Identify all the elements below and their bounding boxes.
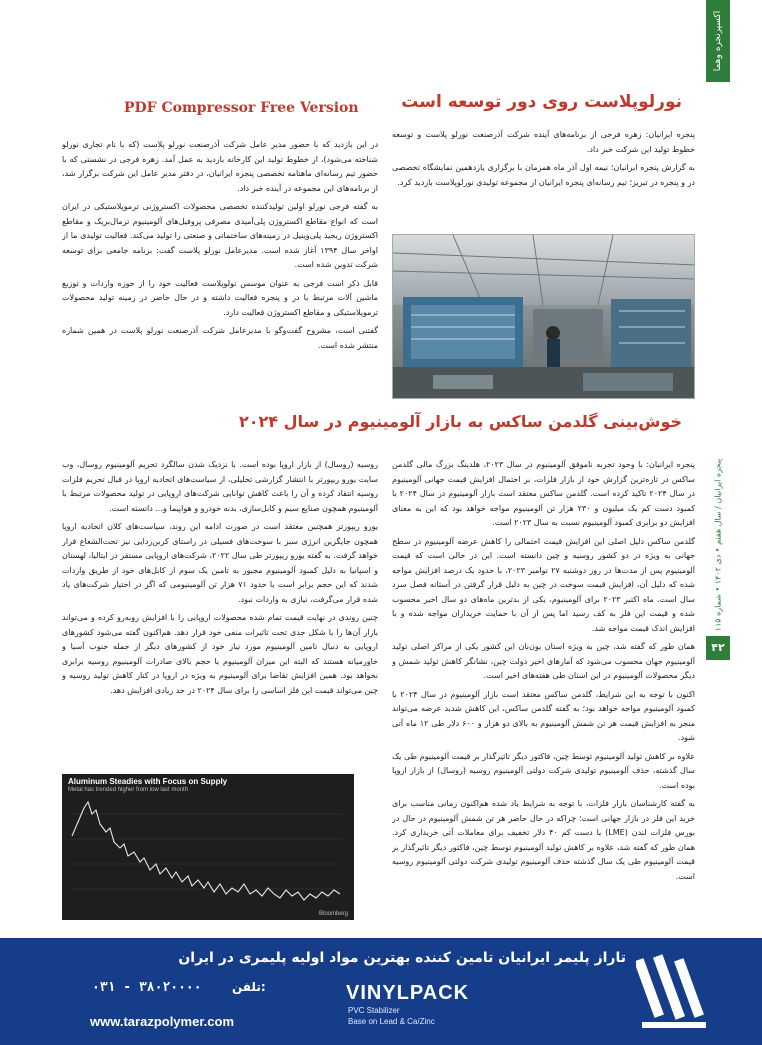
article2-right-paragraph: اکنون با توجه به این شرایط، گلدمن ساکس معتقد است بازار آلومینیوم در سال ۲۰۲۴ با کمبود آلومینیوم مواجه خواهد بود؛ به گفته گلدمن ساکس، این کاهش شدید عرضه می‌تواند منجر به افزایش قیمت هر تن شمش آلومینیوم به بالای دو هزار و ۶۰۰ دلار طی ۱۲ ماه آتی شود.	[392, 689, 695, 742]
issue-info-label: پنجره ایرانیان / سال هفتم • دی ۱۴۰۲ • شماره ۱۱۵	[713, 458, 723, 632]
article1-left-paragraph: در این بازدید که با حضور مدیر عامل شرکت آذرصنعت نورلو پلاست (که با نام تجاری نورلو شناخته می‌شود)، از خطوط تولید این کارخانه بازدید به عمل آمد. زهره فرجی در نشستی که با حضور تیم رسانه‌ای ماهنامه تخصصی پنجره ایرانیان، در دفتر مدیر عامل این شرکت برگزار شد، از برنامه‌های این مجموعه در آینده خبر داد.	[62, 140, 378, 193]
ad-phone-label: تلفن:	[232, 980, 266, 994]
article2-right-column	[392, 458, 695, 920]
issue-info	[708, 430, 728, 660]
aluminum-price-chart	[62, 774, 354, 920]
article1-headline: نورلوپلاست روی دور توسعه است	[401, 92, 682, 112]
article2-left-paragraph: چنین روندی در نهایت قیمت تمام شده محصولات اروپایی را با افزایش روبه‌رو کرده و می‌تواند بازار آن‌ها را با شکل جدی تحت تاثیرات منفی خود قرار دهد. هم‌اکنون گفته می‌شود کشورهای اروپایی به دنبال تامین آلومینیوم مورد نیاز خود از کشورهای دیگر از جمله جنوب آسیا و خاورمیانه هستند که البته این میزان آلومینیوم با حجم بالای صادرات آلومینیوم روسیه برابری نخواهد بود. همین افزایش تقاضا برای آلومینیوم به ویژه در اروپا در کنار کاهش تولید روسیه و چین می‌تواند قیمت این فلز اساسی را برای سال ۲۰۲۴ در حد زیادی افزایش دهد.	[62, 613, 378, 695]
article2-headline: خوش‌بینی گلدمن ساکس به بازار آلومینیوم در سال ۲۰۲۴	[238, 412, 682, 431]
article2-right-paragraph: علاوه بر کاهش تولید آلومینیوم توسط چین، فاکتور دیگر تاثیرگذار بر قیمت آلومینیوم طی یک سال گذشته، حذف آلومینیوم تولیدی شرکت دولتی آلومینیوم روسیه (روسال) از بازار اروپا بوده است.	[392, 751, 695, 790]
article1-right-column	[392, 128, 695, 230]
article1-left-paragraph: گفتنی است، مشروح گفت‌وگو با مدیرعامل شرکت آذرصنعت نورلو پلاست در همین شماره منتشر شده است.	[62, 326, 378, 350]
ad-tagline: تامین کننده بهترین مواد اولیه پلیمری در ایران	[178, 950, 494, 966]
article1-right-paragraph: به گزارش پنجره ایرانیان؛ نیمه اول آذر ماه همزمان با برگزاری یازدهمین نمایشگاه تخصصی در و پنجره در تبریز؛ تیم رسانه‌ای پنجره ایرانیان از مجموعه تولیدی نورلوپلاست بازدید کرد.	[392, 163, 695, 187]
chart-title: Aluminum Steadies with Focus on Supply	[68, 777, 228, 786]
ad-product-line1: PVC Stabilizer	[348, 1006, 400, 1015]
article2-right-paragraph: پنجره ایرانیان: با وجود تجربه ناموفق آلومینیوم در سال ۲۰۲۳، هلدینگ بزرگ مالی گلدمن ساکس در تازه‌ترین گزارش خود از بازار فلزات، بر احتمال افزایش قیمت جهانی آلومینیوم در سال ۲۰۲۴ تاکید کرده است. گلدمن ساکس معتقد است بازار آلومینیوم در سال ۲۰۲۴ با کمبود دست کم یک میلیون و ۲۳۰ هزار تن آلومینیوم مواجه خواهد بود که این به معنای افزایش دو برابری کمبود آلومینیوم نسبت به سال ۲۰۲۳ است.	[392, 460, 695, 527]
article2-right-paragraph: همان طور که گفته شد، چین به ویژه استان یون‌نان این کشور یکی از مراکز اصلی تولید آلومینیوم جهان محسوب می‌شود که آمارهای اخیر دولت چین، نشانگر کاهش تولید شمش و دیگر محصولات آلومینیوم در این استان طی هفته‌های اخیر است.	[392, 642, 695, 680]
factory-photo	[392, 234, 695, 399]
ad-product-name: VINYLPACK	[346, 982, 470, 1004]
ad-headline	[178, 950, 626, 966]
article1-left-paragraph: قابل ذکر است فرجی به عنوان موسس نولوپلاست فعالیت خود را از حوزه واردات و توزیع ماشین آلات مرتبط با در و پنجره فعالیت داشته و در حال حاضر در زمینه تولید محصولات ترموپلاستیکی و مقاطع اکستروژن فعالیت دارد.	[62, 278, 378, 317]
ad-product-line2: Base on Lead & Ca/Zinc	[348, 1017, 435, 1026]
pdf-compressor-watermark: PDF Compressor Free Version	[124, 100, 359, 116]
ad-brand: تاراز پلیمر ایرانیان	[498, 950, 626, 966]
article2-right-paragraph: به گفته کارشناسان بازار فلزات، با توجه به شرایط یاد شده هم‌اکنون زمانی مناسب برای خرید این فلز در بازار جهانی است؛ چراکه در حال حاضر هر تن شمش آلومینیوم در حال در بورس فلزات لندن (LME) با دست کم ۴۰ دلار تخفیف برای معاملات آتی خریداری کرد. همان طور که گفته شد، علاوه بر کاهش تولید آلومینیوم توسط چین، فاکتور دیگر تاثیرگذار بر قیمت آلومینیوم طی یک سال گذشته حذف آلومینیوم تولیدی شرکت دولتی آلومینیوم روسیه است.	[392, 799, 695, 881]
chart-subtitle: Metal has trended higher from low last month	[68, 787, 189, 793]
page-number: ۴۲	[706, 636, 730, 660]
factory-photo-image	[393, 235, 695, 399]
article1-left-paragraph: به گفته فرجی نورلو اولین تولیدکننده تخصصی محصولات اکستروژنی ترموپلاستیکی در ایران است که انواع مقاطع اکستروژن پلی‌آمیدی مصرفی پروفیل‌های آلومینیوم ترمال‌بریک و مقاطع اکستروژن ریجید پلی‌وینیل در زمینه‌های ساختمانی و صنعتی را تولید می‌کند. فعالیت تولیدی ما از اواخر سال ۱۳۹۴ آغاز شده است. مدیرعامل نورلو پلاست گفت: برنامه جامعی برای توسعه شرکت تدوین شده است.	[62, 202, 378, 269]
ad-phone-number[interactable]: ۰۳۱ - ۳۸۰۲۰۰۰۰	[92, 980, 202, 995]
article2-left-paragraph: یورو ریپورتر همچنین معتقد است در صورت ادامه این روند، سیاست‌های کلان اتحادیه اروپا همچون جایگزین انرژی سبز با سوخت‌های فسیلی در راستای کربن‌زدایی نیز تحت‌الشعاع قرار خواهد گرفت. به گفته یورو ریپورتر طی سال ۲۰۲۲، شرکت‌های اروپایی مستقر در ایتالیا، لهستان و اسپانیا به دلیل کمبود آلومینیوم مجبور به تامین یک سوم از کابل‌های خود از طریق واردات شدند که این حجم برابر است با حدود ۷۱ هزار تن آلومینیومی که اگر در اختیار شرکت‌های یاد شده قرار می‌گرفت، نیازی به واردات نبود.	[62, 522, 378, 604]
chart-source: Bloomberg	[318, 911, 348, 917]
section-tab-label: اکسپرنجره وهما	[713, 10, 723, 72]
section-tab	[706, 0, 730, 82]
article2-left-column	[62, 458, 378, 770]
article1-right-paragraph: پنجره ایرانیان: زهره فرجی از برنامه‌های آینده شرکت آذرصنعت نورلو پلاست و توسعه خطوط تولید این شرکت خبر داد.	[392, 130, 695, 154]
taraz-logo-icon	[636, 948, 714, 1036]
article2-right-paragraph: گلدمن ساکس دلیل اصلی این افزایش قیمت احتمالی را کاهش عرضه آلومینیوم در سطح جهانی به ویژه در دو کشور روسیه و چین دانسته است. این در حالی است که قیمت آلومینیوم پس از مدت‌ها در روز دوشنبه ۲۷ نوامبر ۲۰۲۳، با حدود یک درصد افزایش مواجه شده که دلیل آن، افزایش قیمت سوخت در چین به دلیل قرار گرفتن در آستانه فصل سرد سال است. ماه اکتبر ۲۰۲۳ برای آلومینیوم، یکی از بدترین ماه‌های دو سال اخیر محسوب شده و قیمت این فلز به کف رسید اما پس از آن با حمایت خریداران مواجه شده و با افزایش اندک قیمت مواجه شد.	[392, 536, 695, 633]
ad-website-link[interactable]: www.tarazpolymer.com	[90, 1014, 235, 1029]
chart-plot	[62, 774, 354, 920]
advertisement-banner[interactable]	[0, 938, 762, 1045]
article1-left-column	[62, 138, 378, 400]
article2-left-paragraph: روسیه (روسال) از بازار اروپا بوده است. با نزدیک شدن سالگرد تحریم آلومینیوم روسال، وب سایت یورو ریپورتر با انتشار گزارشی تحلیلی، از سیاست‌های اتحادیه اروپا در قبال تحریم فلزات روسیه انتقاد کرده و آن را باعث کاهش توانایی شرکت‌های اروپایی در تولید محصولات مرتبط با آلومینیوم همچون صنایع سیم و کابل‌سازی، بدنه خودرو و هواپیما و... دانسته است.	[62, 460, 378, 513]
